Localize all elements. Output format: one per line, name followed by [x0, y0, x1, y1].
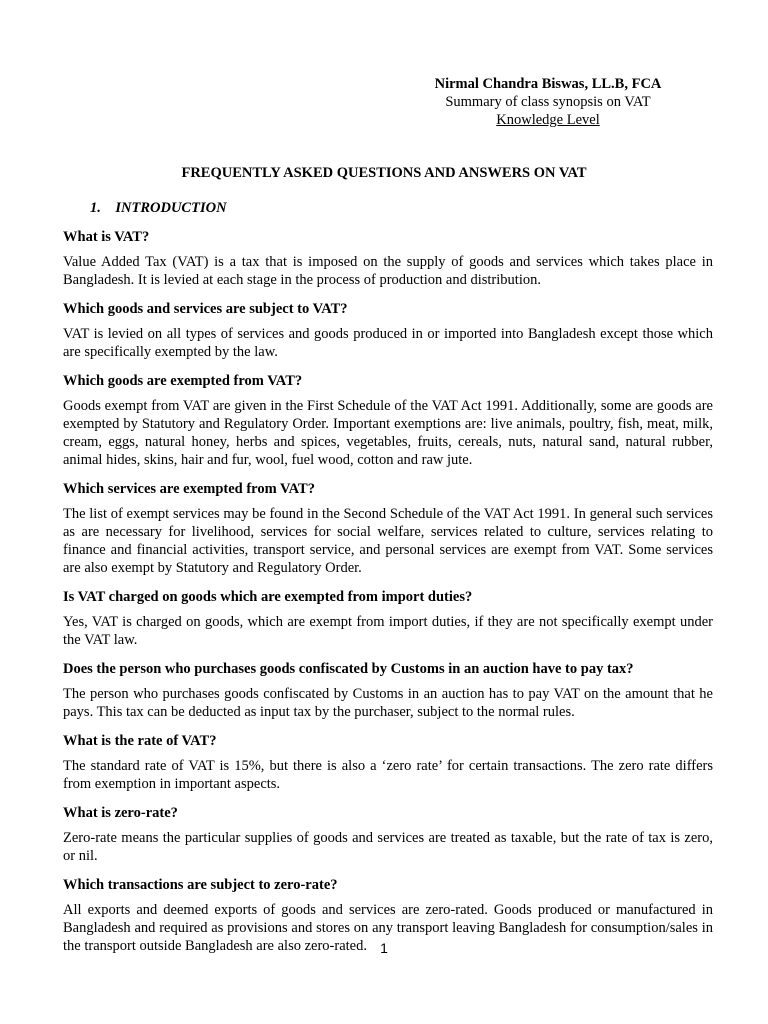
faq-question: Which goods and services are subject to VAT? — [63, 301, 348, 317]
section-title: INTRODUCTION — [115, 200, 227, 216]
faq-item — [63, 732, 713, 793]
faq-question: What is zero-rate? — [63, 805, 178, 821]
faq-answer: Value Added Tax (VAT) is a tax that is imposed on the supply of goods and services which takes place in Bangladesh. It is levied at each stage in the process of production and distribution. — [63, 254, 713, 288]
section-number: 1. — [90, 200, 101, 216]
faq-answer: All exports and deemed exports of goods and services are zero-rated. Goods produced or manufactured in Bangladesh and required as provisions and stores on any transport leaving Bangladesh for consumption/sales in the transport outside Bangladesh are also zero-rated. — [63, 902, 713, 954]
document-header — [398, 75, 698, 129]
faq-question: Which transactions are subject to zero-rate? — [63, 877, 338, 893]
faq-answer: Yes, VAT is charged on goods, which are exempt from import duties, if they are not specifically exempt under the VAT law. — [63, 614, 713, 648]
faq-question: Which goods are exempted from VAT? — [63, 373, 303, 389]
page-number: 1 — [380, 940, 388, 956]
faq-question: What is VAT? — [63, 229, 150, 245]
author-name: Nirmal Chandra Biswas, LL.B, FCA — [434, 76, 662, 92]
faq-content — [63, 228, 713, 966]
section-heading — [90, 200, 227, 217]
faq-item — [63, 660, 713, 721]
document-title: FREQUENTLY ASKED QUESTIONS AND ANSWERS ON VAT — [181, 165, 587, 181]
header-subtitle: Summary of class synopsis on VAT — [445, 94, 651, 110]
faq-answer: The person who purchases goods confiscated by Customs in an auction has to pay VAT on the amount that he pays. This tax can be deducted as input tax by the purchaser, subject to the normal rules. — [63, 686, 713, 720]
faq-answer: Goods exempt from VAT are given in the First Schedule of the VAT Act 1991. Additionally, some are goods are exempted by Statutory and Regulatory Order. Important exemptions are: live animals, poultry, fish, meat, milk, cream, eggs, natural honey, herbs and spices, vegetables, fruits, cereals, nuts, natural sand, natural rubber, animal hides, skins, hair and fur, wool, fuel wood, cotton and raw jute. — [63, 398, 713, 468]
faq-item — [63, 804, 713, 865]
faq-item — [63, 228, 713, 289]
faq-answer: Zero-rate means the particular supplies of goods and services are treated as taxable, but the rate of tax is zero, or nil. — [63, 830, 713, 864]
knowledge-level-label: Knowledge Level — [496, 112, 600, 128]
faq-item — [63, 300, 713, 361]
faq-question: Does the person who purchases goods confiscated by Customs in an auction have to pay tax? — [63, 661, 634, 677]
faq-item — [63, 480, 713, 577]
faq-question: Is VAT charged on goods which are exempted from import duties? — [63, 589, 473, 605]
faq-question: What is the rate of VAT? — [63, 733, 217, 749]
faq-item — [63, 372, 713, 469]
faq-item — [63, 588, 713, 649]
faq-answer: The standard rate of VAT is 15%, but there is also a ‘zero rate’ for certain transactions. The zero rate differs from exemption in important aspects. — [63, 758, 713, 792]
faq-answer: The list of exempt services may be found in the Second Schedule of the VAT Act 1991. In general such services as are necessary for livelihood, services for social welfare, services related to culture, services relating to finance and financial activities, transport service, and personal services are exempt from VAT. Some services are also exempt by Statutory and Regulatory Order. — [63, 506, 713, 576]
faq-answer: VAT is levied on all types of services and goods produced in or imported into Bangladesh except those which are specifically exempted by the law. — [63, 326, 713, 360]
faq-question: Which services are exempted from VAT? — [63, 481, 315, 497]
